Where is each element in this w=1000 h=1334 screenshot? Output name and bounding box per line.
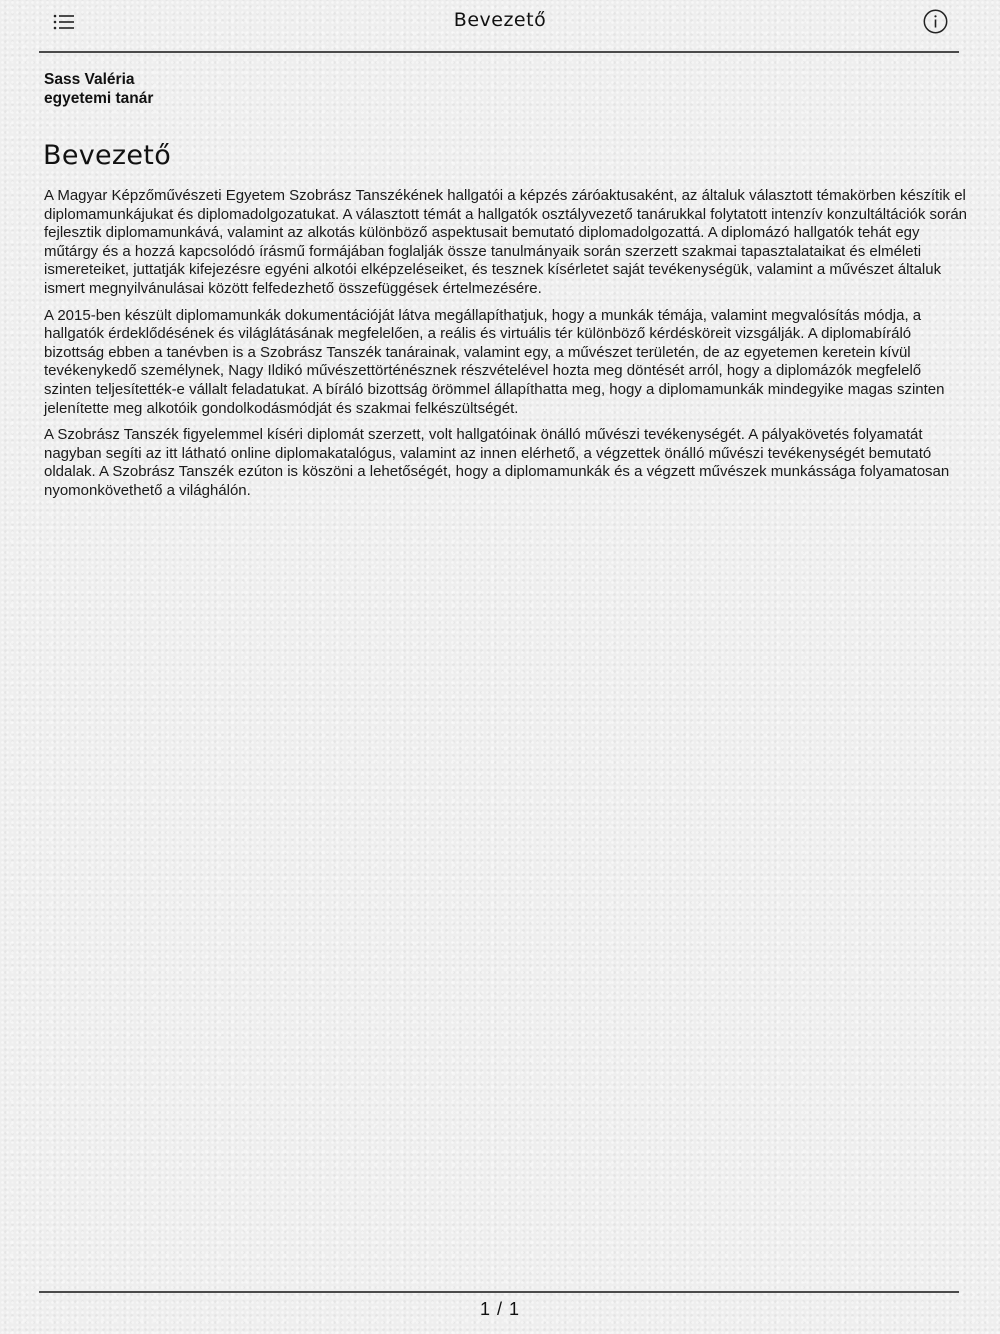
header-divider <box>39 51 959 53</box>
author-block <box>44 70 153 108</box>
page-title: Bevezető <box>43 140 172 171</box>
footer-divider <box>39 1291 959 1293</box>
author-name: Sass Valéria <box>44 71 135 88</box>
author-role: egyetemi tanár <box>44 90 154 107</box>
info-icon[interactable] <box>923 9 948 34</box>
page-indicator: 1 / 1 <box>479 1299 521 1319</box>
paragraph: A Szobrász Tanszék figyelemmel kíséri diplomát szerzett, volt hallgatóinak önálló művészi tevékenységét. A pályakövetés folyamatát nagyban segíti az itt látható online diplomakatalógus, valamint az innen elérhető, a végzettek önálló művészi tevékenységét bemutató oldalak. A Szobrász Tanszék ezúton is köszöni a lehetőségét, hogy a diplomamunkák és a végzett művészek munkássága folyamatosan nyomonkövethető a világhálón. <box>44 426 950 499</box>
article-body <box>44 187 970 509</box>
top-bar <box>0 0 1000 44</box>
paragraph: A 2015-ben készült diplomamunkák dokumentációját látva megállapíthatjuk, hogy a munkák témája, valamint megvalósítás módja, a hallgatók érdeklődésének és világlátásának megfelelően, a reális és virtuális tér különböző kérdésköreit vizsgálják. A diplomabíráló bizottság ebben a tanévben is a Szobrász Tanszék tanárainak, valamint egy, a művészet területén, de az egyetemen keretein kívül tevékenykedő személynek, Nagy Ildikó művészettörténésznek részvételével hozta meg döntését arról, hogy a diplomázók megfelelő szinten teljesítették-e vállalt feladatukat. A bíráló bizottság örömmel állapíthatta meg, hogy a diplomamunkák mindegyike magas szinten jelenítette meg alkotóik gondolkodásmódját és szakmai felkészültségét. <box>44 306 945 417</box>
nav-title: Bevezető <box>453 9 547 31</box>
paragraph: A Magyar Képzőművészeti Egyetem Szobrász Tanszékének hallgatói a képzés záróaktusaként, az általuk választott témakörben készítik el diplomamunkájukat és diplomadolgozatukat. A választott témát a hallgatók osztályvezető tanárukkal folytatott intenzív konzultáltációk során fejlesztik diplomamunkává, valamint az alkotás különböző aspektusait bemutató diplomadolgozattá. A diplomázó hallgatók tehát egy műtárgy és a hozzá kapcsolódó írásmű formájában foglalják össze tanulmányaik során szerzett szakmai tapasztalataikat és elméleti ismereteiket, juttatják kifejezésre egyéni alkotói elképzeléseiket, és tesznek kísérletet saját tevékenységük, valamint a művészet általuk ismert megnyilvánulásai között felfedezhető összefüggések értelmezésére. <box>44 187 968 297</box>
